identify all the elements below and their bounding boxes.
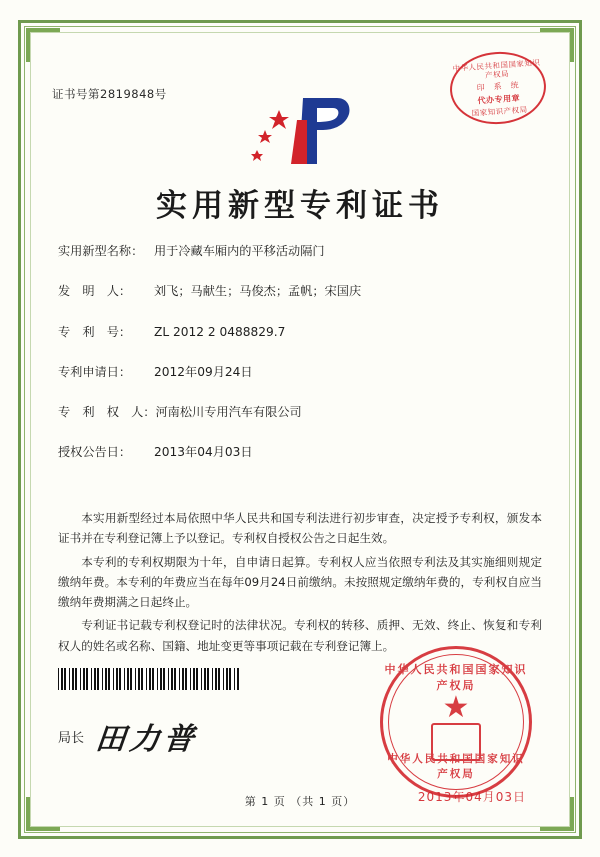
field-label: 专 利 号： [58, 324, 132, 339]
field-label: 专利申请日： [58, 364, 132, 379]
agency-seal-line-1: 中华人民共和国国家知识产权局 [452, 57, 541, 81]
field-row-patentee [58, 403, 542, 421]
field-row-inventors [58, 282, 542, 300]
field-row-utility-model-name [58, 242, 542, 260]
field-row-application-date [58, 363, 542, 381]
barcode [58, 668, 240, 690]
field-value: 用于冷藏车厢内的平移活动隔门 [154, 244, 325, 258]
seal-arc-top-text: 中华人民共和国国家知识产权局 [384, 663, 528, 692]
legal-text-block [58, 508, 542, 659]
field-value: 2012年09月24日 [154, 364, 253, 379]
signature-name: 田力普 [93, 722, 200, 757]
field-value: 刘飞；马献生；马俊杰；孟帆；宋国庆 [154, 284, 362, 299]
agency-seal-line-2: 印 系 统 [476, 80, 520, 93]
patent-logo-icon [245, 90, 355, 172]
field-row-patent-number [58, 323, 542, 341]
seal-date: 2013年04月03日 [417, 790, 526, 804]
field-list [58, 242, 542, 484]
signature-row [58, 714, 198, 758]
star-icon: ★ [442, 690, 470, 725]
certificate-content [44, 46, 556, 815]
field-value: 河南松川专用汽车有限公司 [155, 405, 302, 420]
signature-label: 局长 [58, 730, 85, 746]
field-row-grant-date [58, 443, 542, 461]
field-label: 专 利 权 人： [58, 405, 156, 420]
field-label: 实用新型名称： [58, 244, 144, 258]
certificate-number: 证书号第2819848号 [52, 87, 167, 101]
legal-paragraph-3: 专利证书记载专利权登记时的法律状况。专利权的转移、质押、无效、终止、恢复和专利权人的姓名或名称、国籍、地址变更等事项记载在专利登记簿上。 [58, 618, 542, 653]
agency-oval-seal [448, 49, 549, 128]
field-value: 2013年04月03日 [154, 445, 253, 460]
agency-seal-line-3: 代办专用章 [477, 93, 521, 106]
field-value: ZL 2012 2 0488829.7 [154, 324, 286, 339]
field-label: 发 明 人： [58, 284, 132, 299]
legal-paragraph-1: 本实用新型经过本局依照中华人民共和国专利法进行初步审查，决定授予专利权，颁发本证书并在专利登记簿上予以登记。专利权自授权公告之日起生效。 [58, 511, 542, 546]
page-footer: 第 1 页 （共 1 页） [244, 795, 356, 808]
legal-paragraph-2: 本专利的专利权期限为十年，自申请日起算。专利权人应当依照专利法及其实施细则规定缴纳年费。本专利的年费应当在每年09月24日前缴纳。未按照规定缴纳年费的，专利权自应当缴纳年费期满之日起终止。 [58, 554, 542, 610]
page-title: 实用新型专利证书 [156, 188, 444, 224]
field-label: 授权公告日： [58, 445, 132, 460]
seal-arc-bottom-text: 中华人民共和国国家知识产权局 [387, 753, 525, 780]
agency-seal-line-4: 国家知识产权局 [471, 104, 528, 118]
official-round-seal [380, 646, 532, 798]
